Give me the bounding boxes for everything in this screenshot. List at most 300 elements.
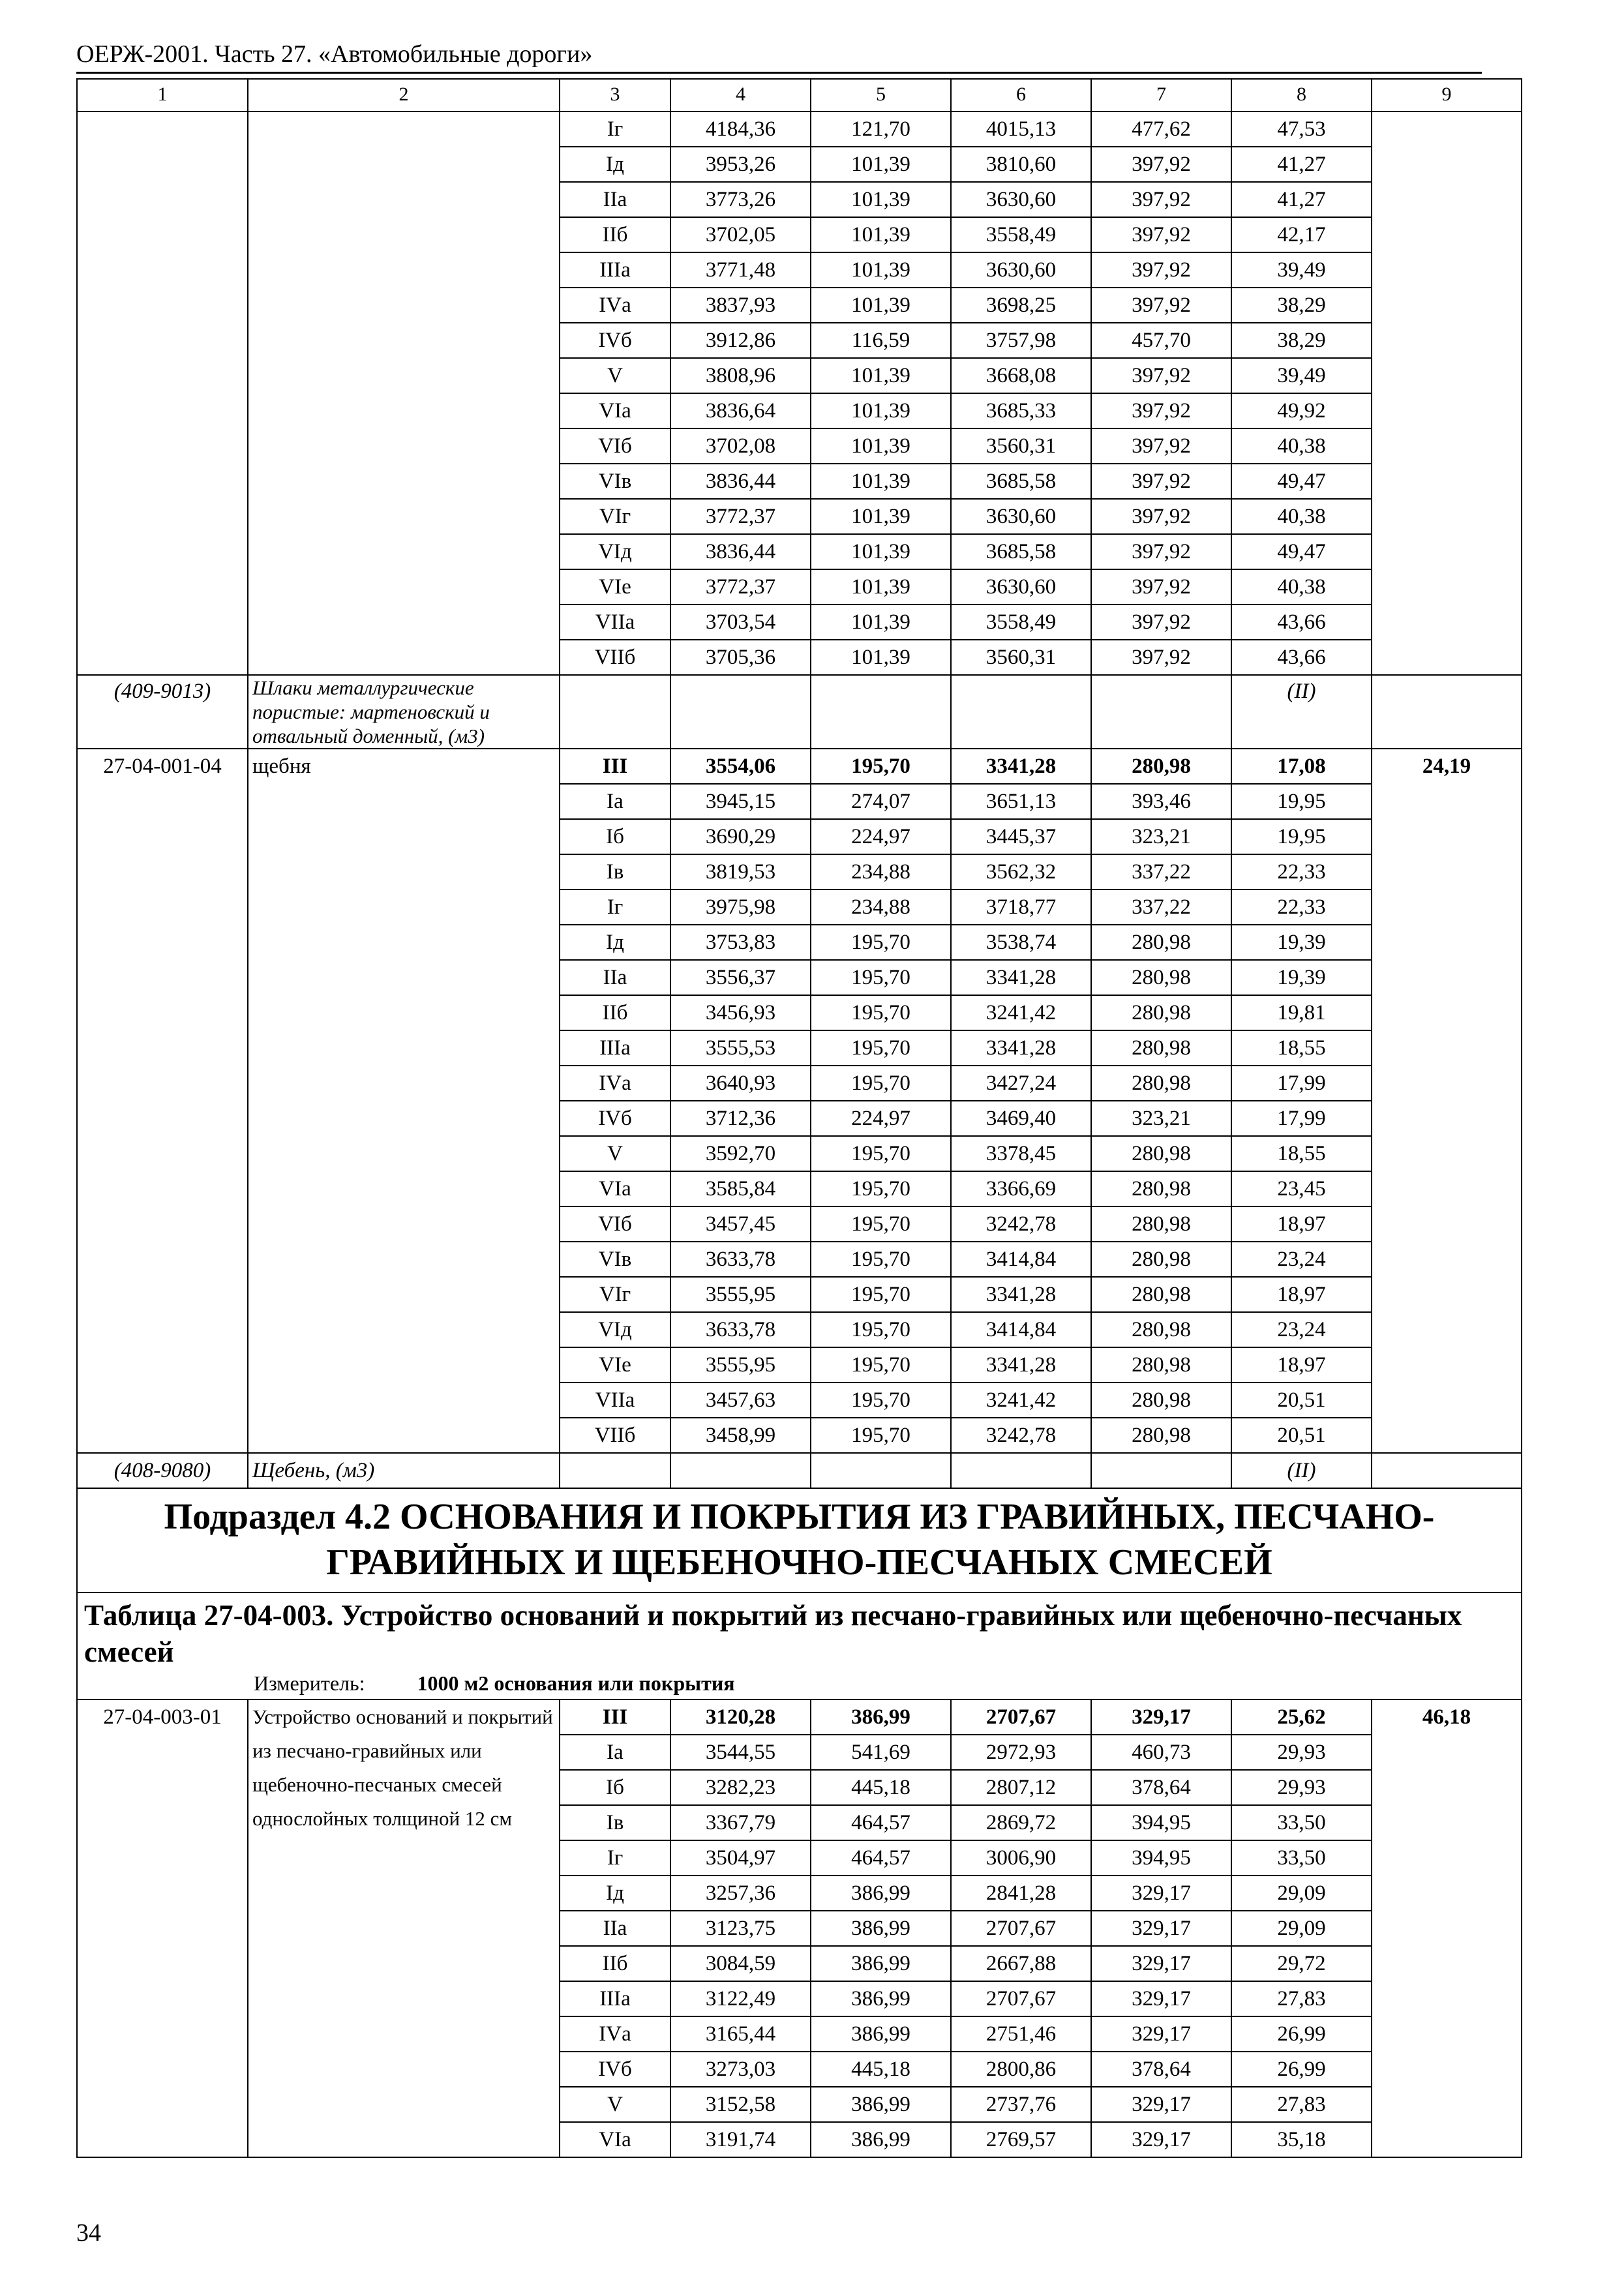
value-cell: Iг [560, 1840, 670, 1876]
column-number: 4 [670, 79, 811, 112]
value-cell: 3341,28 [951, 749, 1091, 784]
value-cell: VIIб [560, 640, 670, 675]
value-cell: 3718,77 [951, 890, 1091, 925]
value-cell: 280,98 [1091, 1418, 1231, 1453]
value-cell: 3445,37 [951, 819, 1091, 854]
value-cell: 39,49 [1231, 252, 1372, 288]
value-cell: 195,70 [811, 960, 951, 995]
value-cell: 397,92 [1091, 428, 1231, 464]
value-cell: 2841,28 [951, 1876, 1091, 1911]
value-cell: VIа [560, 393, 670, 428]
value-cell: 47,53 [1231, 112, 1372, 147]
value-cell: 3544,55 [670, 1735, 811, 1770]
value-cell: 18,97 [1231, 1206, 1372, 1242]
value-cell: 195,70 [811, 1171, 951, 1206]
resource-row [77, 1453, 1522, 1488]
rate-code: 27-04-003-01 [77, 1699, 248, 2157]
value-cell: 3630,60 [951, 182, 1091, 217]
class-note: (II) [1231, 675, 1372, 749]
value-cell: Iв [560, 854, 670, 890]
value-cell: 397,92 [1091, 358, 1231, 393]
value-cell: IVа [560, 288, 670, 323]
value-cell: 19,39 [1231, 960, 1372, 995]
value-cell: 2737,76 [951, 2087, 1091, 2122]
value-cell: 29,72 [1231, 1946, 1372, 1981]
value-cell: VIг [560, 499, 670, 534]
resource-code: (408-9080) [77, 1453, 248, 1488]
value-cell: 27,83 [1231, 2087, 1372, 2122]
value-cell: 3975,98 [670, 890, 811, 925]
value-cell: Iг [560, 112, 670, 147]
value-cell: 3685,58 [951, 534, 1091, 569]
value-cell: 323,21 [1091, 1101, 1231, 1136]
value-cell: Iа [560, 1735, 670, 1770]
value-cell: 329,17 [1091, 1946, 1231, 1981]
value-cell: 195,70 [811, 1312, 951, 1347]
value-cell: 3772,37 [670, 569, 811, 605]
code-cell [77, 112, 248, 675]
value-cell: 22,33 [1231, 890, 1372, 925]
value-cell: 3690,29 [670, 819, 811, 854]
rate-code: 27-04-001-04 [77, 749, 248, 1453]
value-cell: 3651,13 [951, 784, 1091, 819]
value-cell: 2707,67 [951, 1699, 1091, 1735]
value-cell: III [560, 1699, 670, 1735]
value-cell: 280,98 [1091, 1277, 1231, 1312]
value-cell: 3341,28 [951, 1277, 1091, 1312]
value-cell: 20,51 [1231, 1383, 1372, 1418]
value-cell: 195,70 [811, 995, 951, 1030]
value-cell: 23,24 [1231, 1242, 1372, 1277]
value-cell: 22,33 [1231, 854, 1372, 890]
value-cell: 280,98 [1091, 1066, 1231, 1101]
value-cell: IIб [560, 1946, 670, 1981]
value-cell: IIIа [560, 1981, 670, 2016]
value-cell: 3685,33 [951, 393, 1091, 428]
value-cell: 457,70 [1091, 323, 1231, 358]
value-cell: 397,92 [1091, 252, 1231, 288]
value-cell: 3538,74 [951, 925, 1091, 960]
value-cell: 19,81 [1231, 995, 1372, 1030]
value-cell: 397,92 [1091, 217, 1231, 252]
value-cell: 3757,98 [951, 323, 1091, 358]
value-cell: 3703,54 [670, 605, 811, 640]
value-cell: 101,39 [811, 428, 951, 464]
value-cell: 41,27 [1231, 182, 1372, 217]
value-cell: 3414,84 [951, 1312, 1091, 1347]
value-cell: 49,47 [1231, 464, 1372, 499]
value-cell: 2667,88 [951, 1946, 1091, 1981]
value-cell: 337,22 [1091, 890, 1231, 925]
value-cell: 386,99 [811, 2122, 951, 2157]
value-cell: 101,39 [811, 147, 951, 182]
class-note: (II) [1231, 1453, 1372, 1488]
value-cell: 23,45 [1231, 1171, 1372, 1206]
value-cell: 101,39 [811, 252, 951, 288]
value-cell: 3469,40 [951, 1101, 1091, 1136]
value-cell: 116,59 [811, 323, 951, 358]
table-title-row [77, 1593, 1522, 1699]
value-cell: IIб [560, 995, 670, 1030]
col9-cell [1372, 112, 1522, 675]
value-cell: 397,92 [1091, 640, 1231, 675]
value-cell: 101,39 [811, 464, 951, 499]
value-cell: VIIа [560, 1383, 670, 1418]
measure-value: 1000 м2 основания или покрытия [417, 1671, 735, 1695]
value-cell: 2707,67 [951, 1911, 1091, 1946]
value-cell: IVб [560, 323, 670, 358]
value-cell: 445,18 [811, 1770, 951, 1805]
value-cell: 280,98 [1091, 960, 1231, 995]
rates-table [76, 78, 1522, 2158]
value-cell: 195,70 [811, 749, 951, 784]
section-row [77, 1488, 1522, 1593]
value-cell: 3152,58 [670, 2087, 811, 2122]
value-cell: VIа [560, 2122, 670, 2157]
value-cell: 234,88 [811, 890, 951, 925]
value-cell: 329,17 [1091, 1699, 1231, 1735]
value-cell: 397,92 [1091, 499, 1231, 534]
value-cell: 101,39 [811, 640, 951, 675]
column-number: 8 [1231, 79, 1372, 112]
value-cell: 195,70 [811, 1206, 951, 1242]
column-number-row [77, 79, 1522, 112]
section-title: Подраздел 4.2 ОСНОВАНИЯ И ПОКРЫТИЯ ИЗ ГРАВИЙНЫХ, ПЕСЧАНО-ГРАВИЙНЫХ И ЩЕБЕНОЧНО-ПЕСЧАНЫХ СМЕСЕЙ [77, 1488, 1522, 1593]
value-cell: VIе [560, 569, 670, 605]
value-cell: 40,38 [1231, 569, 1372, 605]
resource-code: (409-9013) [77, 675, 248, 749]
value-cell: 329,17 [1091, 2087, 1231, 2122]
value-cell: 3122,49 [670, 1981, 811, 2016]
value-cell: 3257,36 [670, 1876, 811, 1911]
value-cell: 101,39 [811, 534, 951, 569]
value-cell: 2769,57 [951, 2122, 1091, 2157]
value-cell: 3341,28 [951, 1347, 1091, 1383]
value-cell: IVа [560, 2016, 670, 2052]
value-cell: 121,70 [811, 112, 951, 147]
value-cell: 280,98 [1091, 1136, 1231, 1171]
resource-name: Щебень, (м3) [248, 1453, 560, 1488]
value-cell: 280,98 [1091, 1383, 1231, 1418]
value-cell: 101,39 [811, 393, 951, 428]
value-cell: IVб [560, 2052, 670, 2087]
value-cell: 3837,93 [670, 288, 811, 323]
table-row [77, 112, 1522, 147]
value-cell: 3712,36 [670, 1101, 811, 1136]
value-cell: 195,70 [811, 1277, 951, 1312]
value-cell: 3702,08 [670, 428, 811, 464]
value-cell: 3753,83 [670, 925, 811, 960]
value-cell: 3242,78 [951, 1418, 1091, 1453]
value-cell: 17,08 [1231, 749, 1372, 784]
value-cell: Iа [560, 784, 670, 819]
value-cell: 101,39 [811, 605, 951, 640]
value-cell: V [560, 358, 670, 393]
value-cell: 101,39 [811, 182, 951, 217]
value-cell: 33,50 [1231, 1805, 1372, 1840]
value-cell: V [560, 2087, 670, 2122]
value-cell: 27,83 [1231, 1981, 1372, 2016]
value-cell: 397,92 [1091, 569, 1231, 605]
value-cell: 3555,95 [670, 1277, 811, 1312]
value-cell: V [560, 1136, 670, 1171]
value-cell: 3120,28 [670, 1699, 811, 1735]
value-cell: 393,46 [1091, 784, 1231, 819]
value-cell: 541,69 [811, 1735, 951, 1770]
value-cell: 3630,60 [951, 569, 1091, 605]
value-cell: 386,99 [811, 1876, 951, 1911]
value-cell: 3772,37 [670, 499, 811, 534]
resource-name: Шлаки металлургические пористые: мартеновский и отвальный доменный, (м3) [248, 675, 560, 749]
value-cell: VIIб [560, 1418, 670, 1453]
page-number: 34 [76, 2219, 101, 2247]
col9-cell: 24,19 [1372, 749, 1522, 1453]
value-cell: 397,92 [1091, 288, 1231, 323]
value-cell: 280,98 [1091, 1206, 1231, 1242]
value-cell: 378,64 [1091, 1770, 1231, 1805]
value-cell: 234,88 [811, 854, 951, 890]
value-cell: 195,70 [811, 925, 951, 960]
value-cell: 394,95 [1091, 1805, 1231, 1840]
value-cell: 3633,78 [670, 1312, 811, 1347]
value-cell: 4184,36 [670, 112, 811, 147]
value-cell: 3702,05 [670, 217, 811, 252]
table-row [77, 1699, 1522, 1735]
value-cell: IIа [560, 1911, 670, 1946]
value-cell: 3457,45 [670, 1206, 811, 1242]
value-cell: 101,39 [811, 569, 951, 605]
value-cell: 3630,60 [951, 499, 1091, 534]
value-cell: 477,62 [1091, 112, 1231, 147]
value-cell: 329,17 [1091, 1876, 1231, 1911]
value-cell: 195,70 [811, 1066, 951, 1101]
value-cell: 40,38 [1231, 499, 1372, 534]
value-cell: 3556,37 [670, 960, 811, 995]
value-cell: 3555,95 [670, 1347, 811, 1383]
value-cell: IVа [560, 1066, 670, 1101]
value-cell: 3630,60 [951, 252, 1091, 288]
value-cell: 3241,42 [951, 1383, 1091, 1418]
value-cell: 3836,44 [670, 464, 811, 499]
value-cell: Iд [560, 147, 670, 182]
value-cell: 43,66 [1231, 640, 1372, 675]
value-cell: 101,39 [811, 358, 951, 393]
value-cell: 3282,23 [670, 1770, 811, 1805]
rate-name: Устройство оснований и покрытий из песчано-гравийных или щебеночно-песчаных смесей однослойных толщиной 12 см [248, 1699, 560, 2157]
value-cell: Iб [560, 1770, 670, 1805]
value-cell: 3640,93 [670, 1066, 811, 1101]
value-cell: 3555,53 [670, 1030, 811, 1066]
value-cell: 195,70 [811, 1136, 951, 1171]
value-cell: 3560,31 [951, 428, 1091, 464]
value-cell: 224,97 [811, 819, 951, 854]
value-cell: 195,70 [811, 1030, 951, 1066]
value-cell: 3945,15 [670, 784, 811, 819]
value-cell: 386,99 [811, 1699, 951, 1735]
value-cell: VIд [560, 1312, 670, 1347]
value-cell: 17,99 [1231, 1066, 1372, 1101]
value-cell: 394,95 [1091, 1840, 1231, 1876]
value-cell: 26,99 [1231, 2016, 1372, 2052]
value-cell: 3836,64 [670, 393, 811, 428]
value-cell: 2972,93 [951, 1735, 1091, 1770]
value-cell: 20,51 [1231, 1418, 1372, 1453]
value-cell: 3084,59 [670, 1946, 811, 1981]
value-cell: 18,97 [1231, 1347, 1372, 1383]
value-cell: 280,98 [1091, 1171, 1231, 1206]
value-cell: 3592,70 [670, 1136, 811, 1171]
column-number: 7 [1091, 79, 1231, 112]
value-cell: 3427,24 [951, 1066, 1091, 1101]
value-cell: VIв [560, 464, 670, 499]
value-cell: 33,50 [1231, 1840, 1372, 1876]
value-cell: 3558,49 [951, 217, 1091, 252]
value-cell: 19,95 [1231, 819, 1372, 854]
name-cell [248, 112, 560, 675]
value-cell: 29,93 [1231, 1770, 1372, 1805]
value-cell: 3912,86 [670, 323, 811, 358]
value-cell: 3123,75 [670, 1911, 811, 1946]
value-cell: 3241,42 [951, 995, 1091, 1030]
value-cell: 3685,58 [951, 464, 1091, 499]
value-cell: 397,92 [1091, 147, 1231, 182]
value-cell: 3705,36 [670, 640, 811, 675]
value-cell: 29,09 [1231, 1911, 1372, 1946]
value-cell: 386,99 [811, 1946, 951, 1981]
value-cell: 35,18 [1231, 2122, 1372, 2157]
value-cell: 386,99 [811, 2087, 951, 2122]
value-cell: 464,57 [811, 1840, 951, 1876]
value-cell: 25,62 [1231, 1699, 1372, 1735]
value-cell: 3698,25 [951, 288, 1091, 323]
value-cell: 3953,26 [670, 147, 811, 182]
value-cell: 397,92 [1091, 393, 1231, 428]
table-title-cell [77, 1593, 1522, 1699]
column-number: 5 [811, 79, 951, 112]
value-cell: 3341,28 [951, 1030, 1091, 1066]
value-cell: 3242,78 [951, 1206, 1091, 1242]
value-cell: 26,99 [1231, 2052, 1372, 2087]
value-cell: VIг [560, 1277, 670, 1312]
value-cell: 280,98 [1091, 925, 1231, 960]
column-number: 3 [560, 79, 670, 112]
column-number: 6 [951, 79, 1091, 112]
value-cell: 329,17 [1091, 2016, 1231, 2052]
value-cell: 195,70 [811, 1242, 951, 1277]
value-cell: Iб [560, 819, 670, 854]
value-cell: 329,17 [1091, 2122, 1231, 2157]
value-cell: 101,39 [811, 217, 951, 252]
value-cell: 280,98 [1091, 1347, 1231, 1383]
value-cell: 19,95 [1231, 784, 1372, 819]
col9-cell: 46,18 [1372, 1699, 1522, 2157]
value-cell: 397,92 [1091, 464, 1231, 499]
value-cell: 3554,06 [670, 749, 811, 784]
value-cell: 2800,86 [951, 2052, 1091, 2087]
value-cell: 195,70 [811, 1418, 951, 1453]
value-cell: Iд [560, 925, 670, 960]
value-cell: VIе [560, 1347, 670, 1383]
value-cell: 2751,46 [951, 2016, 1091, 2052]
value-cell: 2707,67 [951, 1981, 1091, 2016]
value-cell: 460,73 [1091, 1735, 1231, 1770]
value-cell: 397,92 [1091, 182, 1231, 217]
running-title: ОЕРЖ-2001. Часть 27. «Автомобильные дороги» [76, 40, 593, 68]
value-cell: 3165,44 [670, 2016, 811, 2052]
value-cell: 464,57 [811, 1805, 951, 1840]
header-rule [76, 72, 1482, 74]
value-cell: 323,21 [1091, 819, 1231, 854]
value-cell: 280,98 [1091, 1312, 1231, 1347]
value-cell: 3808,96 [670, 358, 811, 393]
value-cell: 195,70 [811, 1347, 951, 1383]
value-cell: 2807,12 [951, 1770, 1091, 1805]
value-cell: 4015,13 [951, 112, 1091, 147]
value-cell: 43,66 [1231, 605, 1372, 640]
value-cell: Iв [560, 1805, 670, 1840]
value-cell: 337,22 [1091, 854, 1231, 890]
value-cell: 3562,32 [951, 854, 1091, 890]
value-cell: 3810,60 [951, 147, 1091, 182]
value-cell: 23,24 [1231, 1312, 1372, 1347]
measure-line [84, 1670, 1514, 1696]
value-cell: 3191,74 [670, 2122, 811, 2157]
value-cell: VIIа [560, 605, 670, 640]
value-cell: 3773,26 [670, 182, 811, 217]
value-cell: 386,99 [811, 1981, 951, 2016]
value-cell: 3367,79 [670, 1805, 811, 1840]
value-cell: 3771,48 [670, 252, 811, 288]
value-cell: 3836,44 [670, 534, 811, 569]
value-cell: 3457,63 [670, 1383, 811, 1418]
rate-name: щебня [248, 749, 560, 1453]
value-cell: 3504,97 [670, 1840, 811, 1876]
table-row [77, 749, 1522, 784]
value-cell: 3558,49 [951, 605, 1091, 640]
value-cell: 329,17 [1091, 1981, 1231, 2016]
value-cell: 224,97 [811, 1101, 951, 1136]
column-number: 2 [248, 79, 560, 112]
value-cell: 397,92 [1091, 534, 1231, 569]
value-cell: 3668,08 [951, 358, 1091, 393]
table-title: Таблица 27-04-003. Устройство оснований и покрытий из песчано-гравийных или щебеночно-песчаных смесей [84, 1599, 1462, 1668]
value-cell: 329,17 [1091, 1911, 1231, 1946]
value-cell: VIа [560, 1171, 670, 1206]
column-number: 1 [77, 79, 248, 112]
value-cell: 3366,69 [951, 1171, 1091, 1206]
value-cell: 101,39 [811, 499, 951, 534]
value-cell: 17,99 [1231, 1101, 1372, 1136]
value-cell: 18,55 [1231, 1030, 1372, 1066]
value-cell: 39,49 [1231, 358, 1372, 393]
value-cell: 49,47 [1231, 534, 1372, 569]
value-cell: 49,92 [1231, 393, 1372, 428]
value-cell: 29,93 [1231, 1735, 1372, 1770]
value-cell: 3378,45 [951, 1136, 1091, 1171]
value-cell: 386,99 [811, 2016, 951, 2052]
value-cell: 280,98 [1091, 749, 1231, 784]
value-cell: 2869,72 [951, 1805, 1091, 1840]
resource-row [77, 675, 1522, 749]
value-cell: IIIа [560, 1030, 670, 1066]
value-cell: 397,92 [1091, 605, 1231, 640]
value-cell: 38,29 [1231, 323, 1372, 358]
value-cell: IVб [560, 1101, 670, 1136]
value-cell: VIд [560, 534, 670, 569]
value-cell: Iд [560, 1876, 670, 1911]
value-cell: 3456,93 [670, 995, 811, 1030]
column-number: 9 [1372, 79, 1522, 112]
